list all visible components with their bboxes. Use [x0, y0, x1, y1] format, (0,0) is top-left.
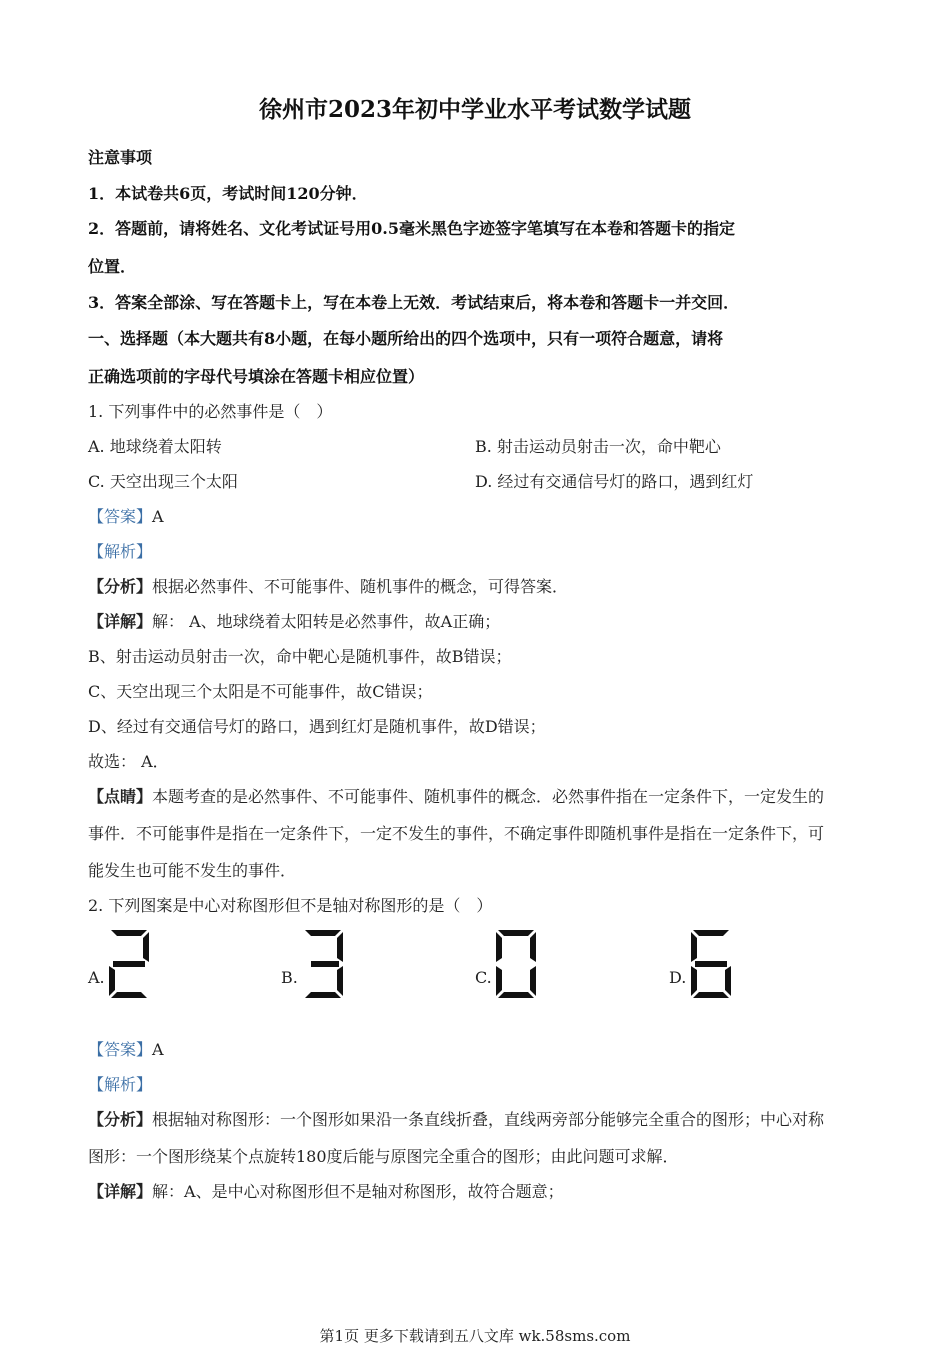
answer-tag: 【答案】 [88, 507, 153, 526]
answer-value: A [152, 1040, 164, 1059]
q1-option-b: B. 射击运动员射击一次，命中靶心 [475, 437, 721, 456]
notice-item-2: 2．答题前，请将姓名、文化考试证号用0.5毫米黑色字迹签字笔填写在本卷和答题卡的指定 [88, 219, 735, 238]
digit-3-figure [299, 928, 347, 1000]
q2-option-a-label: A. [88, 968, 105, 987]
answer-tag: 【答案】 [88, 1040, 153, 1059]
q2-fenxi-1 [88, 1110, 824, 1130]
notice-item-2-cont: 位置． [88, 257, 137, 276]
q1-answer [88, 507, 164, 527]
q2-analysis [88, 1075, 152, 1095]
q2-stem: 2. 下列图案是中心对称图形但不是轴对称图形的是（ ） [88, 896, 493, 915]
page-title: 徐州市2023年初中学业水平考试数学试题 [258, 96, 691, 123]
q2-xiangjie [88, 1182, 564, 1202]
q1-fenxi [88, 577, 568, 597]
answer-value: A [152, 507, 164, 526]
q1-line-b: B、射击运动员射击一次，命中靶心是随机事件，故B错误； [88, 647, 512, 666]
q1-choice: 故选： A． [88, 752, 169, 771]
xiangjie-tag: 【详解】 [88, 1182, 153, 1201]
dianjing-text: 本题考查的是必然事件、不可能事件、随机事件的概念．必然事件指在一定条件下，一定发生的 [152, 787, 825, 806]
notice-heading: 注意事项 [88, 148, 153, 167]
fenxi-text: 根据轴对称图形：一个图形如果沿一条直线折叠，直线两旁部分能够完全重合的图形；中心对称 [152, 1110, 825, 1129]
digit-0-figure [492, 928, 540, 1000]
notice-item-1: 1．本试卷共6页，考试时间120分钟． [88, 184, 368, 203]
analysis-tag: 【解析】 [88, 542, 153, 561]
q2-fenxi-2: 图形：一个图形绕某个点旋转180度后能与原图完全重合的图形；由此问题可求解． [88, 1147, 679, 1166]
dianjing-tag: 【点睛】 [88, 787, 153, 806]
q2-option-c-label: C. [475, 968, 492, 987]
q1-stem: 1. 下列事件中的必然事件是（ ） [88, 402, 333, 421]
section-heading-line1: 一、选择题（本大题共有8小题，在每小题所给出的四个选项中，只有一项符合题意，请将 [88, 329, 724, 348]
fenxi-text: 根据必然事件、不可能事件、随机事件的概念，可得答案． [152, 577, 569, 596]
q1-option-c: C. 天空出现三个太阳 [88, 472, 238, 491]
q1-analysis [88, 542, 152, 562]
notice-item-3: 3．答案全部涂、写在答题卡上，写在本卷上无效．考试结束后，将本卷和答题卡一并交回． [88, 293, 740, 312]
digit-2-figure [105, 928, 153, 1000]
q1-line-d: D、经过有交通信号灯的路口，遇到红灯是随机事件，故D错误； [88, 717, 546, 736]
q2-option-d-label: D. [669, 968, 687, 987]
xiangjie-tag: 【详解】 [88, 612, 153, 631]
analysis-tag: 【解析】 [88, 1075, 153, 1094]
q2-option-b-label: B. [281, 968, 298, 987]
section-heading-line2: 正确选项前的字母代号填涂在答题卡相应位置） [88, 367, 425, 386]
q1-dianjing-2: 事件．不可能事件是指在一定条件下，一定不发生的事件，不确定事件即随机事件是指在一定条件下，可 [88, 824, 825, 843]
fenxi-tag: 【分析】 [88, 1110, 153, 1129]
q1-option-a: A. 地球绕着太阳转 [88, 437, 222, 456]
q1-option-d: D. 经过有交通信号灯的路口，遇到红灯 [475, 472, 754, 491]
xiangjie-text: 解： A、地球绕着太阳转是必然事件，故A正确； [152, 612, 501, 631]
q1-dianjing-1 [88, 787, 824, 807]
digit-6-figure [687, 928, 735, 1000]
fenxi-tag: 【分析】 [88, 577, 153, 596]
q1-line-c: C、天空出现三个太阳是不可能事件，故C错误； [88, 682, 433, 701]
q2-answer [88, 1040, 164, 1060]
xiangjie-text: 解：A、是中心对称图形但不是轴对称图形，故符合题意； [152, 1182, 564, 1201]
q1-xiangjie [88, 612, 500, 632]
q1-dianjing-3: 能发生也可能不发生的事件． [88, 861, 297, 880]
page-footer: 第1页 更多下载请到五八文库 wk.58sms.com [319, 1327, 631, 1345]
